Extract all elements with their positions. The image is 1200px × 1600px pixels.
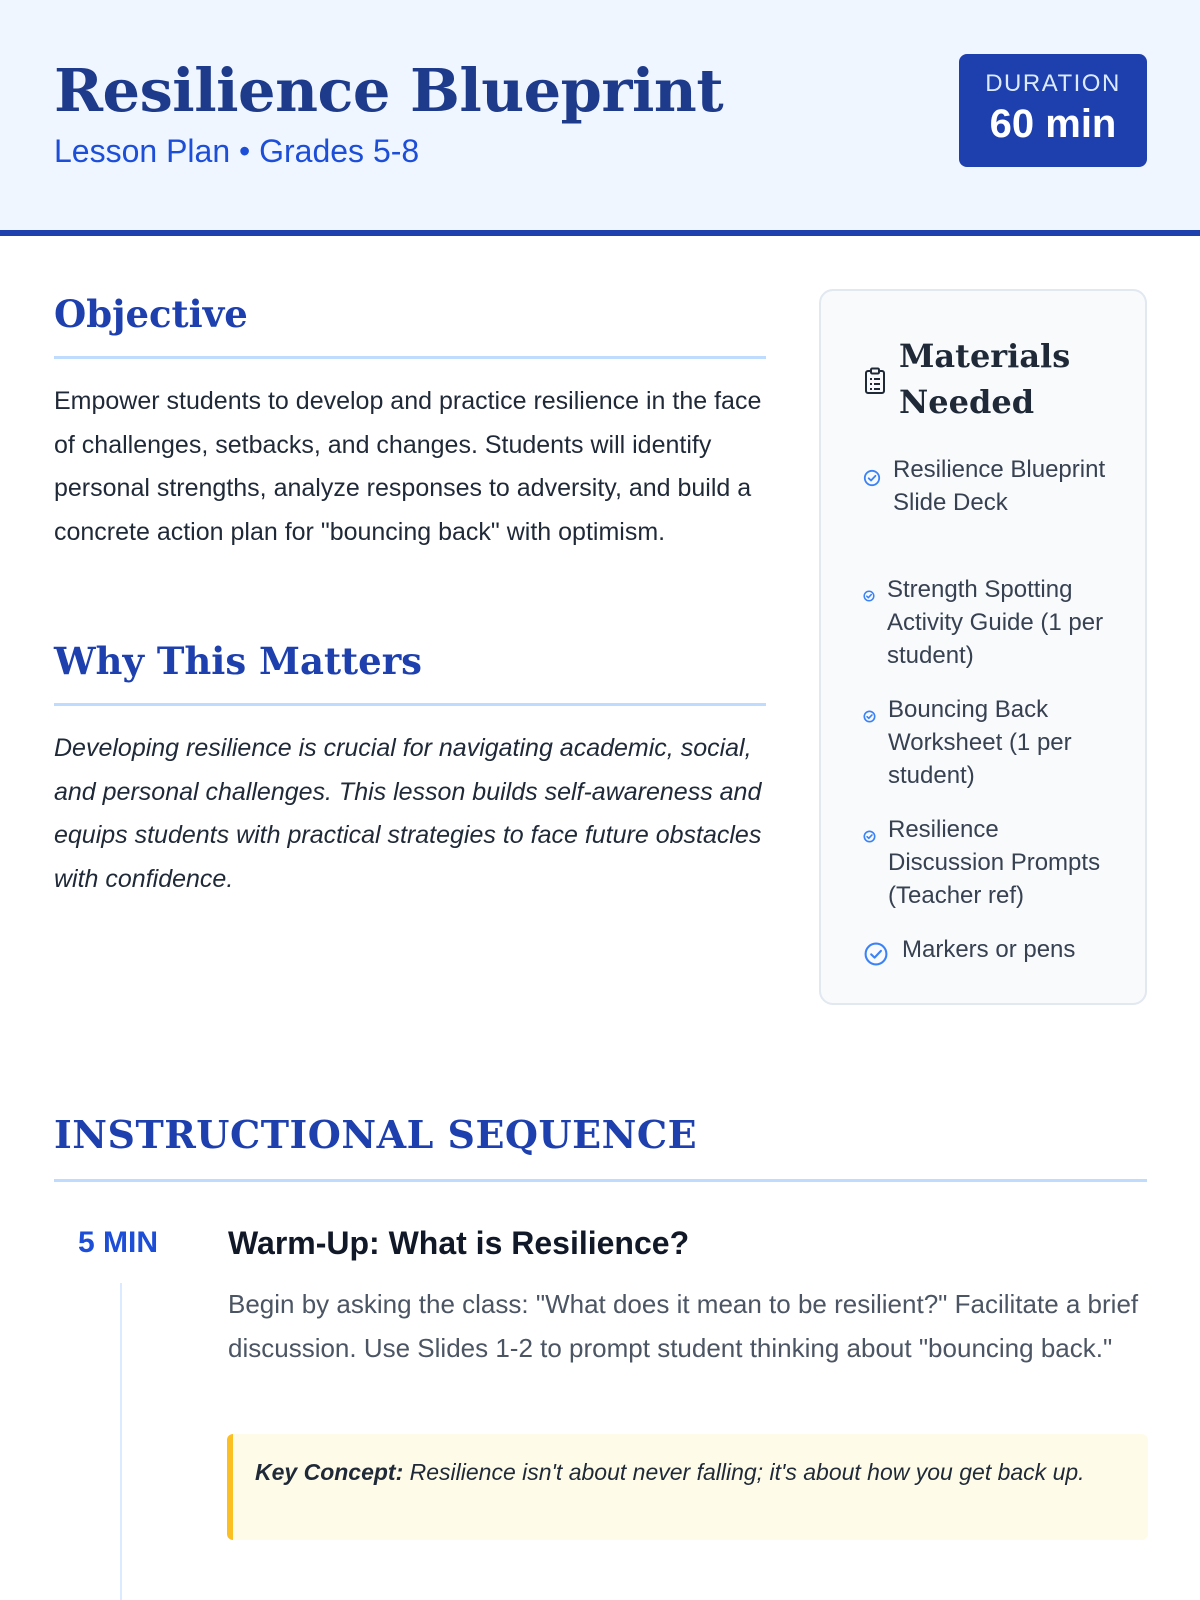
material-item-label: Bouncing Back Worksheet (1 per student) bbox=[888, 696, 1072, 789]
why-heading: Why This Matters bbox=[54, 639, 766, 706]
step-title: Warm-Up: What is Resilience? bbox=[228, 1225, 690, 1261]
check-circle-icon bbox=[863, 469, 881, 487]
clipboard-icon bbox=[863, 367, 887, 395]
check-circle-icon bbox=[863, 710, 876, 723]
duration-badge bbox=[959, 54, 1147, 167]
why-text: Developing resilience is crucial for navigating academic, social, and personal challenges. This lesson builds self-awareness and equips students with practical strategies to face future obstacles with confidence. bbox=[54, 734, 762, 893]
sequence-heading: INSTRUCTIONAL SEQUENCE bbox=[54, 1112, 1147, 1182]
objective-text: Empower students to develop and practice resilience in the face of challenges, setbacks, and changes. Students will identify personal strengths, analyze responses to adversity, and build a concrete action plan for "bouncing back" with optimism. bbox=[54, 387, 762, 546]
key-concept-box bbox=[227, 1434, 1148, 1540]
step-description: Begin by asking the class: "What does it mean to be resilient?" Facilitate a brief discussion. Use Slides 1-2 to prompt student thinking about "bouncing back." bbox=[228, 1289, 1139, 1363]
objective-heading: Objective bbox=[54, 292, 766, 359]
check-circle-icon bbox=[863, 830, 876, 843]
timeline-line bbox=[120, 1283, 122, 1600]
material-item-label: Markers or pens bbox=[902, 936, 1076, 963]
material-item-label: Strength Spotting Activity Guide (1 per student) bbox=[887, 576, 1104, 669]
check-circle-icon bbox=[863, 590, 875, 602]
duration-label: DURATION bbox=[985, 70, 1121, 97]
lesson-header bbox=[0, 0, 1200, 236]
lesson-title: Resilience Blueprint bbox=[54, 56, 724, 125]
step-time: 5 MIN bbox=[78, 1226, 159, 1259]
duration-value: 60 min bbox=[989, 102, 1117, 146]
check-circle-icon bbox=[863, 941, 889, 967]
materials-card bbox=[819, 289, 1147, 1005]
material-item-label: Resilience Discussion Prompts (Teacher ref) bbox=[888, 816, 1101, 909]
key-concept-label: Key Concept: bbox=[255, 1459, 404, 1485]
material-item-label: Resilience Blueprint Slide Deck bbox=[893, 456, 1106, 516]
materials-title: Materials Needed bbox=[899, 337, 1071, 421]
lesson-subtitle: Lesson Plan • Grades 5-8 bbox=[54, 133, 420, 169]
key-concept-text: Resilience isn't about never falling; it's about how you get back up. bbox=[409, 1459, 1085, 1485]
